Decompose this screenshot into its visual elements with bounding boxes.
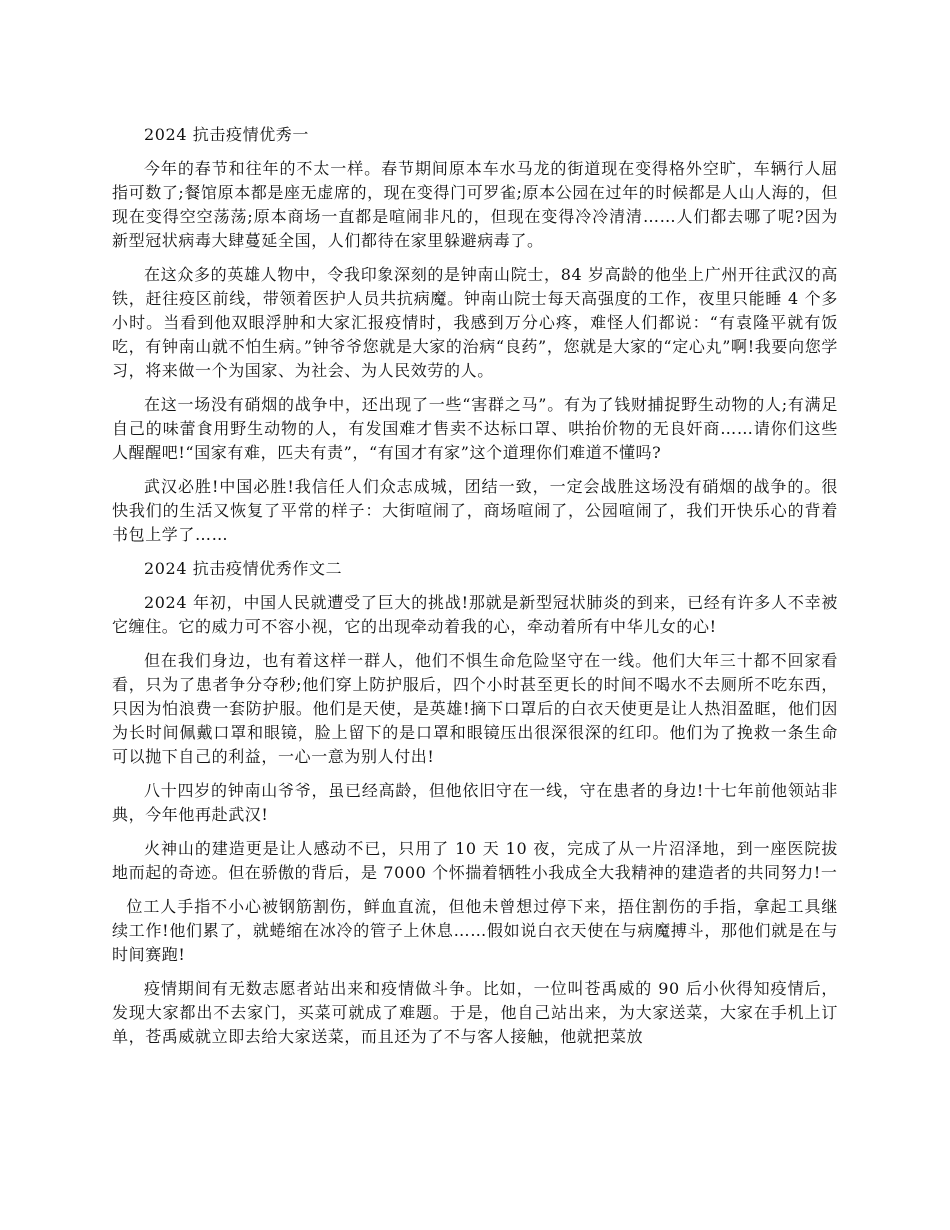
paragraph-4: 武汉必胜!中国必胜!我信任人们众志成城，团结一致，一定会战胜这场没有硝烟的战争的。很快我们的生活又恢复了平常的样子：大街喧闹了，商场喧闹了，公园喧闹了，我们开快乐心的背着书包上学了…… <box>112 477 838 544</box>
paragraph-9: 位工人手指不小心被钢筋割伤，鲜血直流，但他未曾想过停下来，捂住割伤的手指，拿起工具继续工作!他们累了，就蜷缩在冰冷的管子上休息……假如说白衣天使在与病魔搏斗，那他们就是在与时间赛跑! <box>112 897 838 964</box>
section-heading-2: 2024 抗击疫情优秀作文二 <box>144 559 343 578</box>
paragraph-3: 在这一场没有硝烟的战争中，还出现了一些“害群之马”。有为了钱财捕捉野生动物的人;有满足自己的味蕾食用野生动物的人，有发国难才售卖不达标口罩、哄抬价物的无良奸商……请你们这些人醒醒吧!“国家有难，匹夫有责”，“有国才有家”这个道理你们难道不懂吗? <box>112 395 838 462</box>
paragraph-10: 疫情期间有无数志愿者站出来和疫情做斗争。比如，一位叫苍禹威的 90 后小伙得知疫情后，发现大家都出不去家门，买菜可就成了难题。于是，他自己站出来，为大家送菜，大家在手机上订单，苍禹威就立即去给大家送菜，而且还为了不与客人接触，他就把菜放 <box>112 979 838 1046</box>
paragraph-2: 在这众多的英雄人物中，令我印象深刻的是钟南山院士，84 岁高龄的他坐上广州开往武汉的高铁，赶往疫区前线，带领着医护人员共抗病魔。钟南山院士每天高强度的工作，夜里只能睡 4 个多小时。当看到他双眼浮肿和大家汇报疫情时，我感到万分心疼，难怪人们都说：“有袁隆平就有饭吃，有钟南山就不怕生病。”钟爷爷您就是大家的治病“良药”，您就是大家的“定心丸”啊!我要向您学习，将来做一个为国家、为社会、为人民效劳的人。 <box>112 265 838 380</box>
paragraph-5: 2024 年初，中国人民就遭受了巨大的挑战!那就是新型冠状肺炎的到来，已经有许多人不幸被它缠住。它的威力可不容小视，它的出现牵动着我的心，牵动着所有中华儿女的心! <box>112 593 838 636</box>
paragraph-1: 今年的春节和往年的不太一样。春节期间原本车水马龙的街道现在变得格外空旷，车辆行人屈指可数了;餐馆原本都是座无虚席的，现在变得门可罗雀;原本公园在过年的时候都是人山人海的，但现在变得空空荡荡;原本商场一直都是喧闹非凡的，但现在变得冷冷清清……人们都去哪了呢?因为新型冠状病毒大肆蔓延全国，人们都待在家里躲避病毒了。 <box>112 159 838 250</box>
section-heading-1: 2024 抗击疫情优秀一 <box>144 125 310 144</box>
paragraph-6: 但在我们身边，也有着这样一群人，他们不惧生命危险坚守在一线。他们大年三十都不回家看看，只为了患者争分夺秒;他们穿上防护服后，四个小时甚至更长的时间不喝水不去厕所不吃东西，只因为怕浪费一套防护服。他们是天使，是英雄!摘下口罩后的白衣天使更是让人热泪盈眶，他们因为长时间佩戴口罩和眼镜，脸上留下的是口罩和眼镜压出很深很深的红印。他们为了挽救一条生命可以抛下自己的利益，一心一意为别人付出! <box>112 651 838 766</box>
paragraph-7: 八十四岁的钟南山爷爷，虽已经高龄，但他依旧守在一线，守在患者的身边!十七年前他领站非典，今年他再赴武汉! <box>112 781 838 824</box>
paragraph-8: 火神山的建造更是让人感动不已，只用了 10 天 10 夜，完成了从一片沼泽地，到一座医院拔地而起的奇迹。但在骄傲的背后，是 7000 个怀揣着牺牲小我成全大我精神的建造者的共同努力!一 <box>112 839 838 882</box>
